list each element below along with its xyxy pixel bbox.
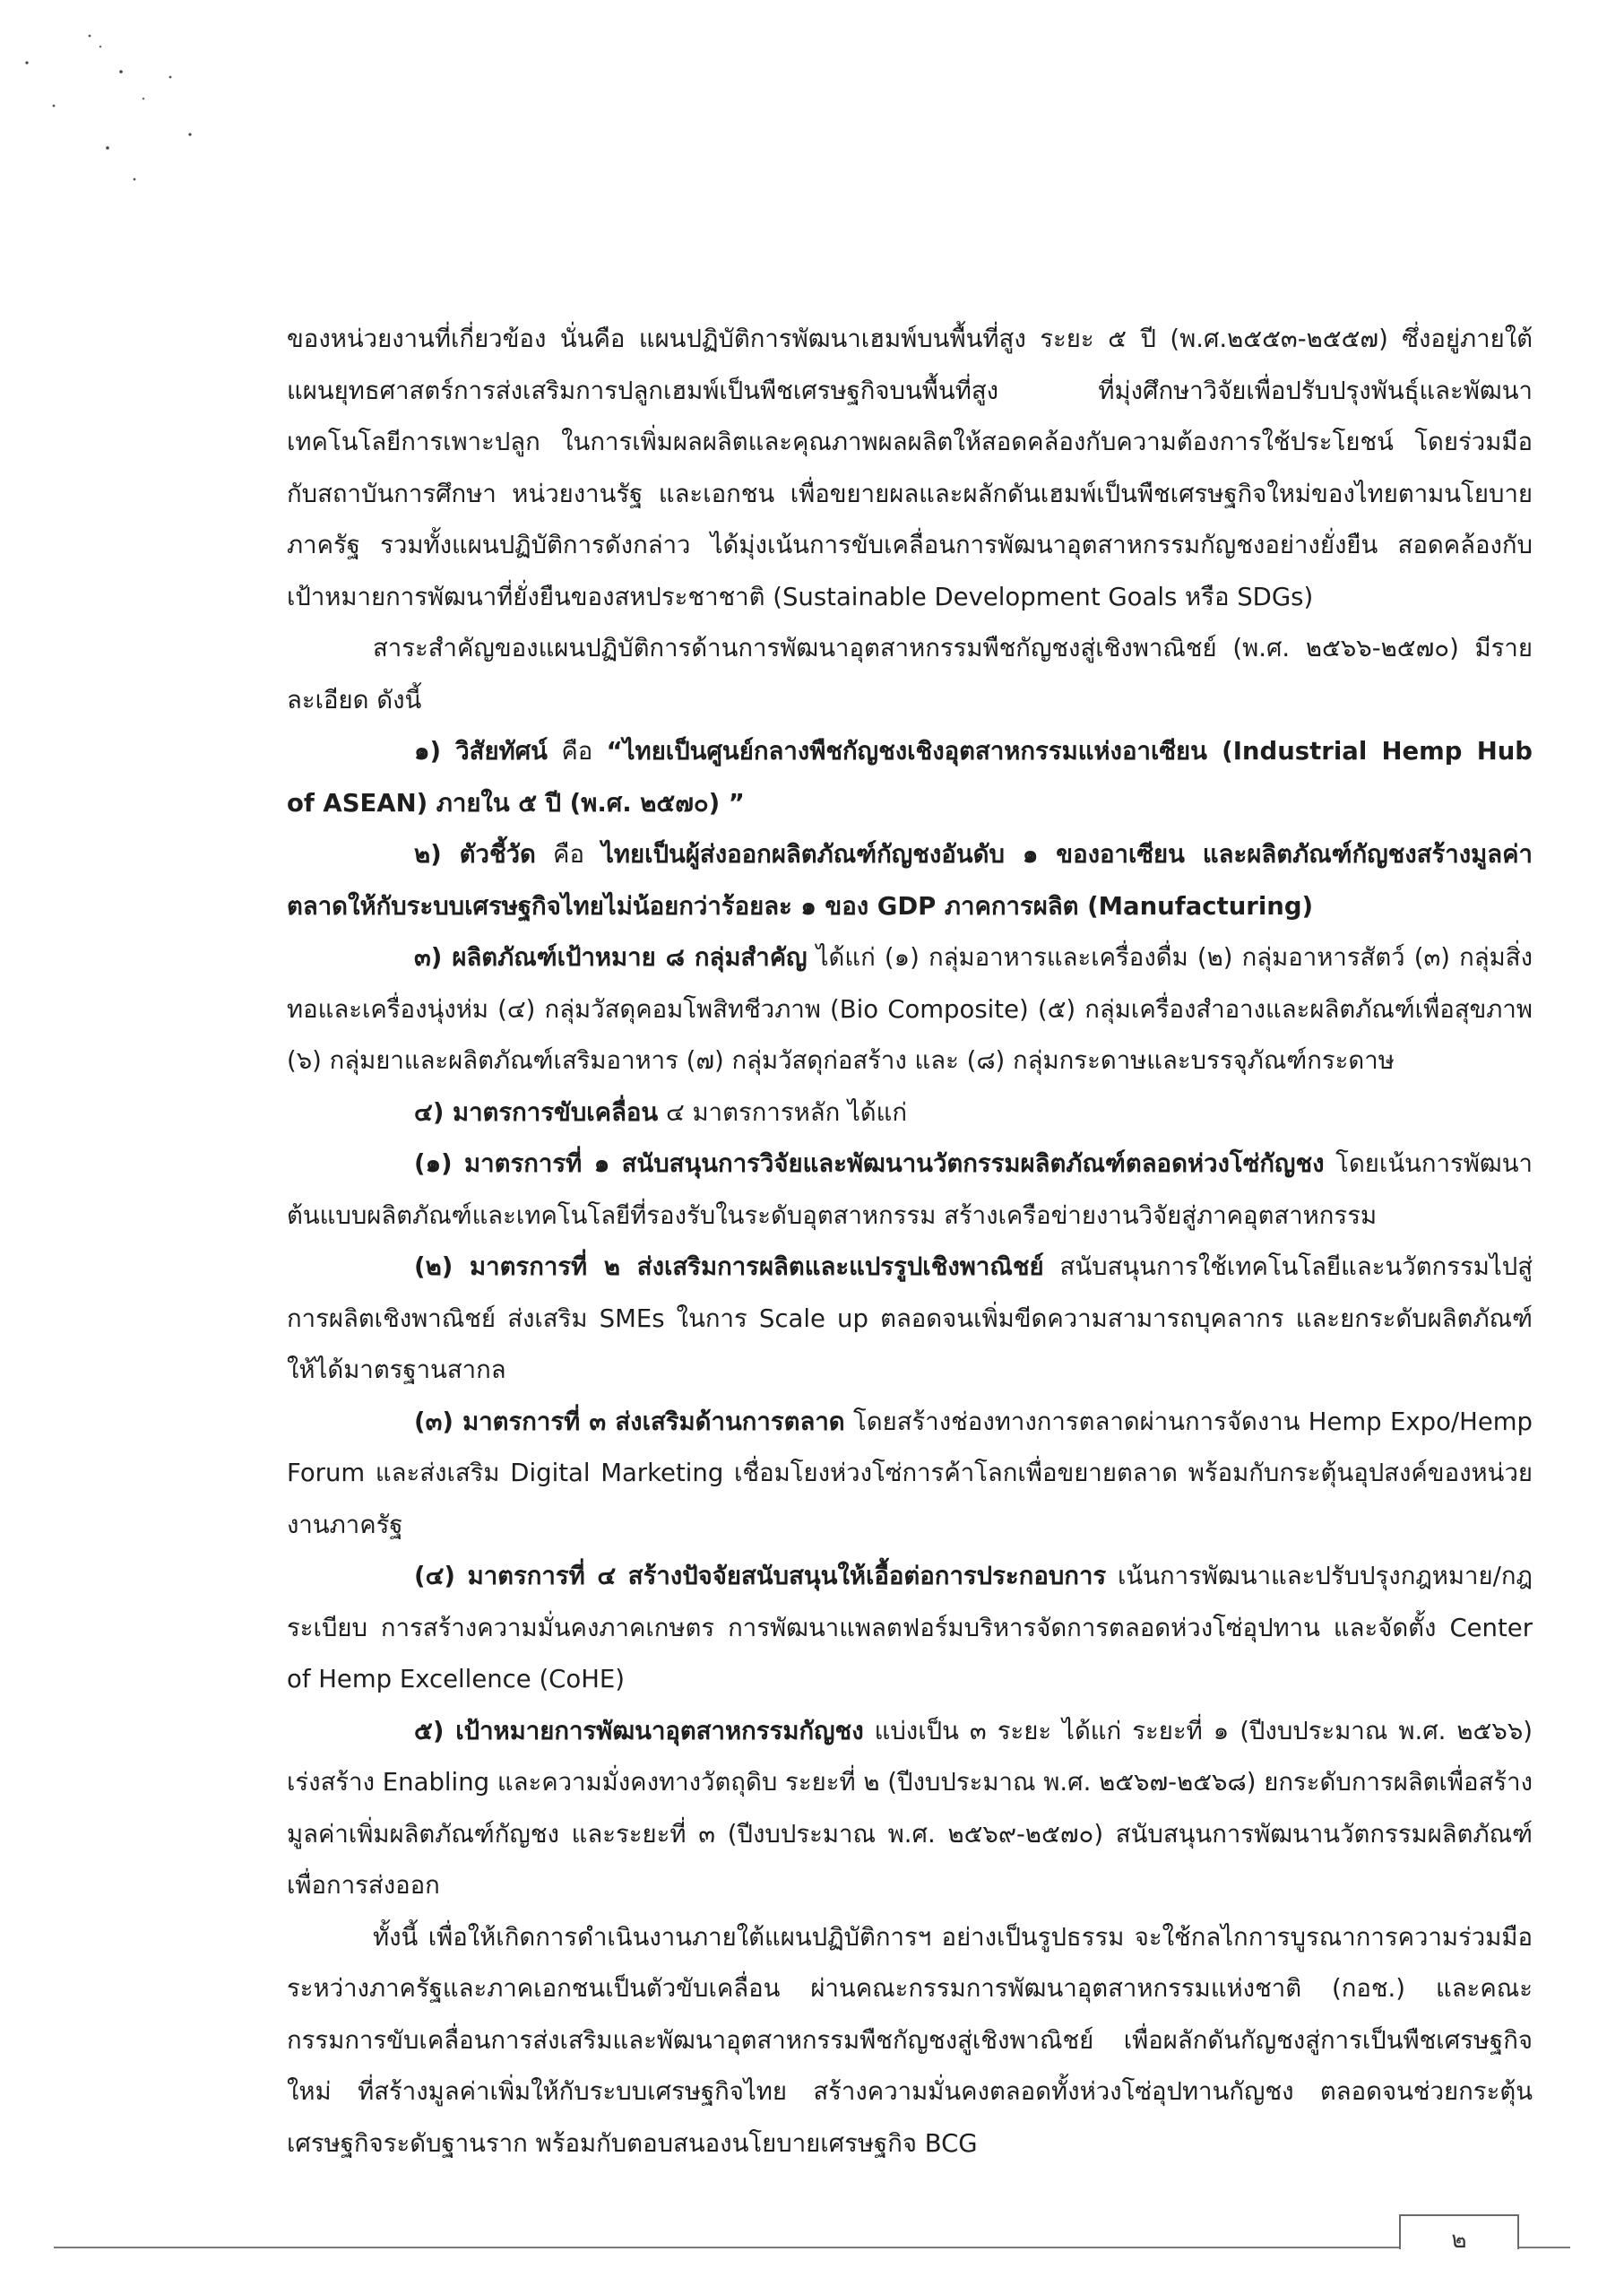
measure-4-text: เน้นการพัฒนาและปรับปรุงกฎหมาย/กฎระเบียบ การสร้างความมั่นคงภาคเกษตร การพัฒนาแพลตฟอร์มบริหารจัดการตลอดห่วงโซ่อุปทาน และจัดตั้ง Center of Hemp Excellence (CoHE) — [287, 1562, 1533, 1693]
item-indicator — [287, 829, 1533, 932]
measure-3-head: (๓) มาตรการที่ ๓ ส่งเสริมด้านการตลาด — [414, 1407, 845, 1436]
scan-specks — [0, 0, 233, 206]
document-body — [287, 314, 1533, 2169]
paragraph-conclusion: ทั้งนี้ เพื่อให้เกิดการดำเนินงานภายใต้แผนปฏิบัติการฯ อย่างเป็นรูปธรรม จะใช้กลไกการบูรณาการความร่วมมือระหว่างภาครัฐและภาคเอกชนเป็นตัวขับเคลื่อน ผ่านคณะกรรมการพัฒนาอุตสาหกรรมแห่งชาติ (กอช.) และคณะกรรมการขับเคลื่อนการส่งเสริมและพัฒนาอุตสาหกรรมพืชกัญชงสู่เชิงพาณิชย์ เพื่อผลักดันกัญชงสู่การเป็นพืชเศรษฐกิจใหม่ ที่สร้างมูลค่าเพิ่มให้กับระบบเศรษฐกิจไทย สร้างความมั่นคงตลอดทั้งห่วงโซ่อุปทานกัญชง ตลอดจนช่วยกระตุ้นเศรษฐกิจระดับฐานราก พร้อมกับตอบสนองนโยบายเศรษฐกิจ BCG — [287, 1922, 1533, 2158]
item-development-goals-head: ๕) เป้าหมายการพัฒนาอุตสาหกรรมกัญชง — [414, 1716, 864, 1745]
measure-1-text: โดยเน้นการพัฒนาต้นแบบผลิตภัณฑ์และเทคโนโลยีที่รองรับในระดับอุตสาหกรรม สร้างเครือข่ายงานวิจัยสู่ภาคอุตสาหกรรม — [287, 1149, 1533, 1230]
item-target-products — [287, 932, 1533, 1087]
item-development-goals — [287, 1706, 1533, 1912]
item-measures — [287, 1087, 1533, 1139]
item-development-goals-text: แบ่งเป็น ๓ ระยะ ได้แก่ ระยะที่ ๑ (ปีงบประมาณ พ.ศ. ๒๕๖๖) เร่งสร้าง Enabling และความมั่งคงทางวัตถุดิบ ระยะที่ ๒ (ปีงบประมาณ พ.ศ. ๒๕๖๗-๒๕๖๘) ยกระดับการผลิตเพื่อสร้างมูลค่าเพิ่มผลิตภัณฑ์กัญชง และระยะที่ ๓ (ปีงบประมาณ พ.ศ. ๒๕๖๙-๒๕๗๐) สนับสนุนการพัฒนานวัตกรรมผลิตภัณฑ์เพื่อการส่งออก — [287, 1716, 1533, 1900]
item-indicator-text: ไทยเป็นผู้ส่งออกผลิตภัณฑ์กัญชงอันดับ ๑ ของอาเซียน และผลิตภัณฑ์กัญชงสร้างมูลค่าตลาดให้กับระบบเศรษฐกิจไทยไม่น้อยกว่าร้อยละ ๑ ของ GDP ภาคการผลิต (Manufacturing) — [287, 840, 1533, 921]
measure-3-text: โดยสร้างช่องทางการตลาดผ่านการจัดงาน Hemp Expo/Hemp Forum และส่งเสริม Digital Marketing เชื่อมโยงห่วงโซ่การค้าโลกเพื่อขยายตลาด พร้อมกับกระตุ้นอุปสงค์ของหน่วยงานภาครัฐ — [287, 1407, 1533, 1539]
item-vision-head: ๑) วิสัยทัศน์ — [414, 737, 548, 766]
measure-4 — [287, 1551, 1533, 1706]
item-measures-text: ๔ มาตรการหลัก ได้แก่ — [658, 1097, 908, 1127]
item-vision-text: “ไทยเป็นศูนย์กลางพืชกัญชงเชิงอุตสาหกรรมแห่งอาเซียน (Industrial Hemp Hub of ASEAN) ภายใน ๕ ปี (พ.ศ. ๒๕๗๐) ” — [287, 737, 1533, 818]
item-indicator-head: ๒) ตัวชี้วัด — [414, 840, 536, 869]
measure-1-head: (๑) มาตรการที่ ๑ สนับสนุนการวิจัยและพัฒนานวัตกรรมผลิตภัณฑ์ตลอดห่วงโซ่กัญชง — [414, 1149, 1325, 1178]
measure-3 — [287, 1397, 1533, 1552]
measure-2-text: สนับสนุนการใช้เทคโนโลยีและนวัตกรรมไปสู่การผลิตเชิงพาณิชย์ ส่งเสริม SMEs ในการ Scale up ตลอดจนเพิ่มขีดความสามารถบุคลากร และยกระดับผลิตภัณฑ์ให้ได้มาตรฐานสากล — [287, 1252, 1533, 1384]
item-indicator-connector: คือ — [535, 840, 602, 869]
item-target-products-head: ๓) ผลิตภัณฑ์เป้าหมาย ๘ กลุ่มสำคัญ — [414, 943, 808, 972]
page-number-tab — [1399, 2214, 1519, 2254]
paragraph-plan-summary: สาระสำคัญของแผนปฏิบัติการด้านการพัฒนาอุตสาหกรรมพืชกัญชงสู่เชิงพาณิชย์ (พ.ศ. ๒๕๖๖-๒๕๗๐) มีรายละเอียด ดังนี้ — [287, 634, 1533, 714]
item-target-products-text: ได้แก่ (๑) กลุ่มอาหารและเครื่องดื่ม (๒) กลุ่มอาหารสัตว์ (๓) กลุ่มสิ่งทอและเครื่องนุ่งห่ม (๔) กลุ่มวัสดุคอมโพสิทชีวภาพ (Bio Composite) (๕) กลุ่มเครื่องสำอางและผลิตภัณฑ์เพื่อสุขภาพ (๖) กลุ่มยาและผลิตภัณฑ์เสริมอาหาร (๗) กลุ่มวัสดุก่อสร้าง และ (๘) กลุ่มกระดาษและบรรจุภัณฑ์กระดาษ — [287, 943, 1533, 1075]
footer-divider — [54, 2247, 1570, 2248]
measure-2-head: (๒) มาตรการที่ ๒ ส่งเสริมการผลิตและแปรรูปเชิงพาณิชย์ — [414, 1252, 1044, 1281]
item-vision — [287, 726, 1533, 829]
paragraph-intro-continued: ของหน่วยงานที่เกี่ยวข้อง นั่นคือ แผนปฏิบัติการพัฒนาเฮมพ์บนพื้นที่สูง ระยะ ๕ ปี (พ.ศ.๒๕๕๓-๒๕๕๗) ซึ่งอยู่ภายใต้แผนยุทธศาสตร์การส่งเสริมการปลูกเฮมพ์เป็นพืชเศรษฐกิจบนพื้นที่สูง ที่มุ่งศึกษาวิจัยเพื่อปรับปรุงพันธุ์และพัฒนาเทคโนโลยีการเพาะปลูก ในการเพิ่มผลผลิตและคุณภาพผลผลิตให้สอดคล้องกับความต้องการใช้ประโยชน์ โดยร่วมมือกับสถาบันการศึกษา หน่วยงานรัฐ และเอกชน เพื่อขยายผลและผลักดันเฮมพ์เป็นพืชเศรษฐกิจใหม่ของไทยตามนโยบายภาครัฐ รวมทั้งแผนปฏิบัติการดังกล่าว ได้มุ่งเน้นการขับเคลื่อนการพัฒนาอุตสาหกรรมกัญชงอย่างยั่งยืน สอดคล้องกับเป้าหมายการพัฒนาที่ยั่งยืนของสหประชาชาติ (Sustainable Development Goals หรือ SDGs) — [287, 325, 1533, 611]
item-measures-head: ๔) มาตรการขับเคลื่อน — [414, 1097, 659, 1127]
measure-4-head: (๔) มาตรการที่ ๔ สร้างปัจจัยสนับสนุนให้เอื้อต่อการประกอบการ — [414, 1562, 1107, 1590]
measure-2 — [287, 1242, 1533, 1397]
item-vision-connector: คือ — [547, 737, 607, 766]
page-number: ๒ — [1451, 2227, 1467, 2254]
measure-1 — [287, 1139, 1533, 1242]
